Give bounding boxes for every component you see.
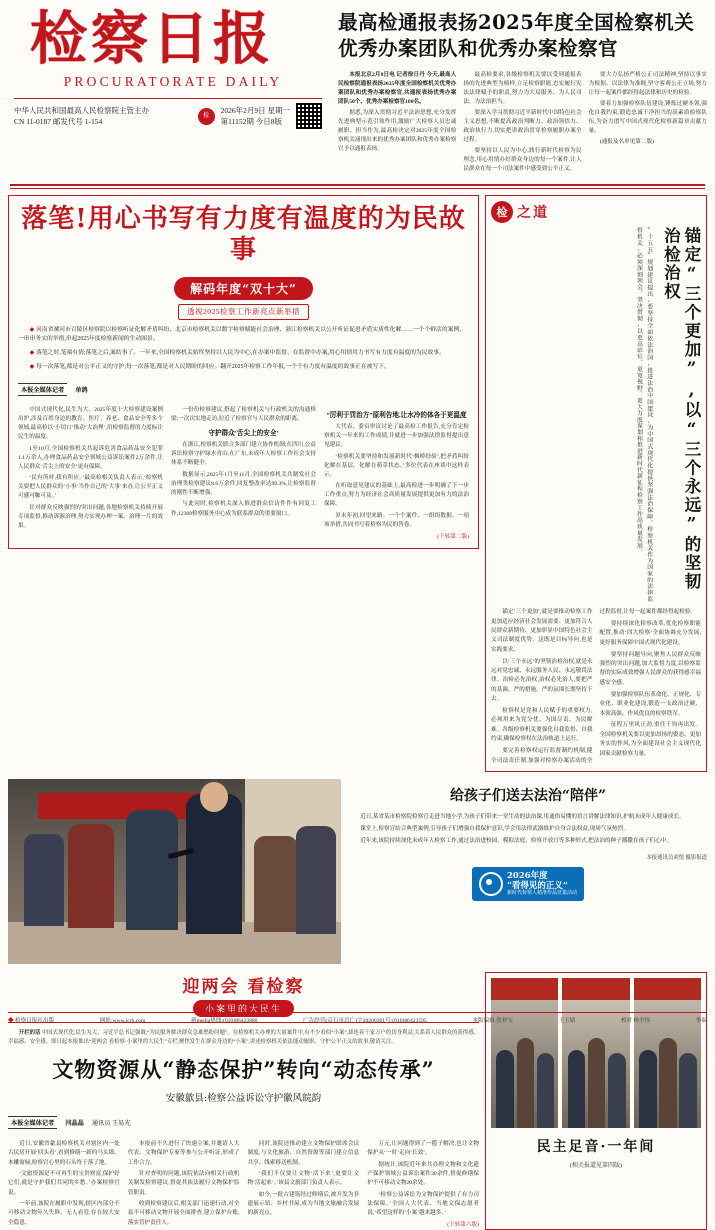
promo-year: 2026年度 <box>506 870 548 881</box>
photo-3-figure-3 <box>679 1053 697 1128</box>
opinion-p8: 征程万里风正劲,重任千钧再出发。全国检察机关要以更加昂扬的姿态、更加务实的作风,为全面建设社会主义现代化国家贡献检察力量。 <box>599 722 701 757</box>
promo-block[interactable] <box>349 867 707 901</box>
lead-c1-p4: 针对群众反映强烈的突出问题,各地检察机关持续开展专项监督,推动诉源治理,努力实现办理一案、治理一片的效果。 <box>18 504 163 529</box>
masthead <box>8 0 707 176</box>
main-grid <box>8 195 707 772</box>
masthead-left <box>8 5 328 129</box>
lead-c2-p2: 在浙江,检察机关联合多部门建立协作机制;在四川,公益诉讼检察守护绿水青山;在广东,未成年人检察工作社会支持体系不断健全。 <box>171 442 316 467</box>
footer-seg-3: 广告经营(京石市总广)字20200301号:(010)86423595 <box>303 1018 427 1024</box>
lead-article-byline <box>18 377 469 400</box>
footer-text-0: 检察日报社出版 <box>15 1018 55 1024</box>
bottom-left <box>8 972 479 1230</box>
bottom-subhead: 安徽歙县:检察公益诉讼守护徽风皖韵 <box>165 1093 322 1105</box>
footer-seg-1[interactable]: 网址:www.jcrb.com <box>99 1018 146 1024</box>
b-c2-p3: 收到检察建议后,相关部门迅速行动,对全县不可移动文物开展全面排查,建立保护台账,落实管护责任人。 <box>127 1201 240 1226</box>
left-column <box>8 195 479 772</box>
lead-article-columns <box>18 406 469 542</box>
top-body-3: 要坚持以人民为中心,践行新时代检察为民理念,用心用情办好群众身边的每一个案件,让人民群众在每一个司法案件中感受到公平正义。 <box>463 148 582 173</box>
byline-label: 本报全媒体记者 <box>18 383 67 396</box>
bottom-headline: 文物资源从“静态保护”转向“动态传承” <box>52 1057 435 1083</box>
lead-point-1: 河南省漯河市召陵区检察院以检察听证化解矛盾纠纷、北京市检察机关以数字检察赋能社会治理、浙江检察机关以公开听证促进矛盾实质性化解……一个个鲜活的案例、一串串务实的举措,串起2025年度检察新闻的生动图景。 <box>18 326 466 343</box>
camera-lens-icon <box>479 872 503 896</box>
photo-3-figure-2 <box>659 1038 677 1128</box>
photo-2-figure-2 <box>588 1038 606 1128</box>
lead-c1-p1: 中国式现代化,民生为大。2025年度十大检察建设案例出炉,涉及百姓身边的教育、医疗、养老、食品安全等多个领域,最高检以‘小切口’推动‘大治理’,用检察监督的力度标注民生的温度。 <box>18 406 163 441</box>
opinion-vertical-title: 锚定“三个更加”,以“三个永远”的坚韧治检治权 <box>661 227 701 592</box>
page-footer <box>8 1012 707 1024</box>
diamond-icon: ◆ <box>29 326 35 333</box>
photo-story-p1: 近日,某省某市检察院检察官走进当地小学,为孩子们带来一堂生动的法治课,用通俗易懂的语言讲解法律知识,护航未成年人健康成长。 <box>360 814 685 821</box>
b-c1-p1: 近日,安徽省歙县检察机关对辖区内一处古民居开展‘回头看’,看到修缮一新的马头墙、木雕窗棂,检察官心里的石头终于落了地。 <box>8 1141 120 1166</box>
bottom-byline <box>8 1110 479 1133</box>
masthead-issue-text <box>221 105 290 128</box>
promo-sub: “看得见的正义” <box>506 880 568 891</box>
lead-c1-p3: ‘民有所呼,我有所应。’最高检相关负责人表示,‘检察机关要把人民群众的‘小事’当作自己的‘大事’来办,让公平正义可感可触可及。’ <box>18 475 163 500</box>
lead-c3-p1: 大代表、委员审议讨论了最高检工作报告,充分肯定检察机关一年来的工作成绩,并就进一步加强法律监督提出意见建议。 <box>324 424 469 449</box>
issue-number: 第11152期 今日8版 <box>220 117 282 126</box>
b-c4-p3: ‘检察公益诉讼为文物保护提供了有力司法保障。’全国人大代表、当地文保志愿者说,‘希望这样的‘小案’越来越多。’ <box>367 1192 479 1217</box>
b-c4-p1: 万元,让问题得到了一揽子解决,也让文物保护从‘一时’走向‘长效’。 <box>367 1141 479 1157</box>
lead-article-badge <box>18 277 469 320</box>
publisher-line: 中华人民共和国最高人民检察院主管主办 <box>14 105 149 115</box>
b-c3-p1: 同时,该院还推动建立文物保护联席会议制度,与文化旅游、自然资源等部门建立信息共享、线索移送机制。 <box>247 1141 360 1166</box>
photo-3 <box>634 978 701 1128</box>
b-c1-p2: ‘文旅资源是不可再生的宝贵财富,保护好它们,就是守护我们共同的乡愁。’办案检察官说。 <box>8 1171 120 1196</box>
photo-person-head <box>200 782 228 812</box>
top-lead-2: 据悉,为深入贯彻习近平法治思想,充分发挥先进典型示范引领作用,激励广大检察人员忠诚履职、担当作为,最高检决定对2025年度全国检察机关涌现出来的优秀办案团队和优秀办案检察官予以通报表扬。 <box>338 109 457 152</box>
photo-person-1 <box>24 834 64 926</box>
diamond-icon: ◆ <box>29 350 35 357</box>
b-c2-p2: 针对查明的问题,该院依法向相关行政机关制发检察建议,督促其依法履行文物保护监管职责。 <box>127 1171 240 1196</box>
badge-sub-label: 透视2025检察工作新亮点新举措 <box>178 304 309 320</box>
photo-1-figure-2 <box>517 1038 535 1128</box>
footer-seg-5: 王玉婧 <box>558 1018 576 1024</box>
lead-c2-p4: 与此同时,检察机关深入推进群众信访件件有回复工作,12309检察服务中心成为联系群众的重要窗口。 <box>171 501 316 517</box>
lead-point-2: 落笔之时,笔端有情;落笔之后,案结事了。一年来,全国检察机关始终坚持以人民为中心,在办案中监督、在监督中办案,用心用情用力书写有力度有温度的为民故事。 <box>36 350 445 357</box>
top-col-2 <box>463 71 581 177</box>
photo-2-banner <box>562 978 629 1000</box>
top-body-6: (通报及名单见第二版) <box>599 138 654 145</box>
opinion-body <box>491 608 701 766</box>
top-headline: 最高检通报表扬2025年度全国检察机关优秀办案团队和优秀办案检察官 <box>338 11 695 61</box>
lead-article-box <box>8 195 479 549</box>
lead-c3-p2: ‘检察机关要坚持和发展新时代‘枫桥经验’,把矛盾纠纷化解在基层、化解在萌芽状态。’多位代表在座谈中这样表示。 <box>324 453 469 478</box>
newspaper-logo-cn: 检察日报 <box>30 5 274 72</box>
opinion-p6: 要坚持问题导向,聚焦人民群众反映强烈的突出问题,加大监督力度,以检察监督的实际成效增强人民群众的获得感幸福感安全感。 <box>599 651 701 686</box>
lead-article-headline: 落笔!用心书写有力度有温度的为民故事 <box>21 204 466 266</box>
lead-c3-p4: 岁末年初,回望来路。一个个案件、一组组数据、一项项举措,共同书写着检察为民的答卷。 <box>324 513 469 529</box>
promo-badge[interactable] <box>472 867 584 901</box>
b-c3-p2: ‘我们不仅要让文物‘活下来’,更要让文物‘活起来’。’该县文旅部门负责人表示。 <box>247 1171 360 1187</box>
bottom-photo-column <box>485 972 707 1230</box>
opinion-brand <box>491 201 701 223</box>
opinion-brand-label: 之道 <box>517 205 549 222</box>
top-body-2: 要深入学习贯彻习近平新时代中国特色社会主义思想,不断提高政治判断力、政治领悟力、政治执行力,切实把讲政治贯穿检察履职办案全过程。 <box>463 109 582 143</box>
footer-seg-4: 本版编辑 张亚宝 <box>472 1018 513 1024</box>
seal-icon: 检 <box>198 108 215 125</box>
lead-col-1 <box>18 406 163 542</box>
lead-subhead-2: “厉利于罚治方”原利告地,让水冷的体各于更温度 <box>326 411 467 419</box>
opinion-p3: 检察权是党和人民赋予的重要权力,必须用来为党分忧、为国尽责、为民解难。各级检察机关要强化自我监督、自我约束,确保检察权在法治轨道上运行。 <box>491 708 593 743</box>
bottom-section <box>8 972 707 1230</box>
b-c4-p2: 据统计,该院近年来共办理文物和文化遗产保护领域公益诉讼案件30余件,督促修缮保护不可移动文物20余处。 <box>367 1162 479 1187</box>
footer-line <box>8 1016 707 1024</box>
lead-point-3: 每一次落笔,都是对公平正义的守护;每一次落笔,都是对人民期盼的回应。翻开2025年检察工作年报,一个个有力度有温度的故事正在被写下。 <box>36 364 390 371</box>
photo-person-2 <box>68 824 114 928</box>
photo-2-figure-1 <box>568 1050 586 1128</box>
bottom-byline-label: 本报全媒体记者 <box>8 1116 57 1129</box>
lead-c2-p3: 数据显示,2025年1月至11月,全国检察机关共制发社会治理类检察建议8.6万余件,回复整改率达99.3%,让检察监督的刚性不断增强。 <box>171 471 316 496</box>
diamond-icon: ◆ <box>29 364 35 371</box>
opinion-p7: 要加强检察队伍革命化、正规化、专业化、职业化建设,锻造一支政治过硬、本领高强、作风优良的检察铁军。 <box>599 691 701 717</box>
masthead-headline-block <box>328 10 707 176</box>
photo-1 <box>491 978 558 1128</box>
b-c1-p3: 一年前,该院在履职中发现,辖区内部分不可移动文物年久失修、无人看管,存在较大安全隐患。 <box>8 1201 120 1226</box>
opinion-p2: 以‘三个永远’的坚韧治检治权,就是永远对党忠诚、永远服务人民、永远敬畏法律。治检必先治权,治权必先治人,要把严的基调、严的措施、严的氛围长期坚持下去。 <box>491 658 593 703</box>
bottom-col-4 <box>367 1140 479 1230</box>
top-body-4: 要大力弘扬严格公正司法精神,坚持以事实为根据、以法律为准绳,坚守客观公正立场,努力让每一起案件都经得起法律和历史的检验。 <box>588 71 707 96</box>
lead-c1-p2: 1至10月,全国检察机关共起诉危害食品药品安全犯罪1.1万余人,办理食品药品安全领域公益诉讼案件2万余件,让人民群众‘舌尖上的安全’更有保障。 <box>18 445 163 470</box>
issue-date: 2026年2月9日 星期一 <box>220 105 290 115</box>
masthead-meta-text <box>14 105 192 128</box>
badge-main-label: 解码年度“双十大” <box>174 277 313 300</box>
newspaper-logo-en: PROCURATORATE DAILY <box>63 74 283 89</box>
photo-1-figure-1 <box>496 1050 514 1128</box>
masthead-double-rule <box>10 184 705 189</box>
b-c2-p1: 本报前不久进行了快速立案,并邀请人大代表、文物保护专家等参与公开听证,形成了工作合力。 <box>127 1141 240 1166</box>
photo-story <box>8 779 707 964</box>
triptych-caption-sub: (相关报道见第四版) <box>570 1162 622 1169</box>
lead-c2-p1: 一份份检察建议,搭起了检察机关与行政机关的沟通桥梁;一次次实地走访,拉近了检察官与人民群众的距离。 <box>171 406 316 422</box>
top-col-3 <box>589 71 707 177</box>
continued-note: (下转第二版) <box>437 533 469 540</box>
footer-seg-6: 校对 杨全伟 <box>620 1018 651 1024</box>
opinion-column <box>485 195 707 772</box>
b-c3-p3: 如今,一批古建筑经过修缮后,被开发为非遗展示馆、乡村书屋,成为当地文旅融合发展的新亮点。 <box>247 1192 360 1217</box>
photo-2-figure-3 <box>608 1053 626 1128</box>
lead-c3-p3: 在听取意见建议的基础上,最高检进一步明确了下一步工作重点,努力为经济社会高质量发展提供更加有力的法治保障。 <box>324 483 469 508</box>
opinion-p1: 锚定‘三个更加’,就是要推动检察工作更加适应经济社会发展需要、更加符合人民群众新期待、更加彰显中国特色社会主义司法制度优势。这既是目标导向,也是实践要求。 <box>491 609 593 653</box>
photo-story-title: 给孩子们送去法治“陪伴” <box>449 787 607 804</box>
bottom-columns <box>8 1140 479 1230</box>
photo-triptych <box>491 978 701 1128</box>
photo-person-6 <box>296 826 336 934</box>
footer-rule <box>8 1012 707 1013</box>
photo-1-figure-3 <box>537 1053 555 1128</box>
bullet-icon: ◆ <box>8 1018 14 1024</box>
qr-code-icon[interactable] <box>296 103 322 129</box>
jian-seal-icon: 检 <box>491 201 513 223</box>
top-col-1 <box>338 71 456 177</box>
lead-article-points <box>18 326 469 373</box>
photo-2 <box>562 978 629 1128</box>
photo-person-3 <box>126 810 178 930</box>
bottom-col-3 <box>248 1140 360 1230</box>
cn-code-line: CN 11-0187 邮发代号 1-154 <box>14 117 103 126</box>
opinion-vertical-block <box>491 227 701 602</box>
triptych-caption: 民主足音·一年间 <box>536 1138 656 1155</box>
bottom-byline-name: 闫晶晶 <box>65 1120 84 1128</box>
top-body-5: 要着力加强检察队伍建设,锤炼过硬本领,强化自我约束,锻造忠诚干净担当的高素质检察队伍,为奋力谱写中国式现代化检察新篇章贡献力量。 <box>588 100 707 134</box>
footer-seg-7: 李瑞 <box>695 1018 707 1024</box>
photo-story-p2: 课堂上,检察官结合典型案例,引导孩子们增强自我保护意识,学会用法律武器维护自身合法权益,现场气氛热烈。 <box>360 826 629 833</box>
photo-story-p3: 近年来,该院持续深化未成年人检察工作,通过法治进校园、模拟法庭、检察开放日等多种形式,把法治的种子播撒在孩子们心中。 <box>360 837 673 844</box>
kicker-label: 开栏的话 <box>18 1029 41 1036</box>
kicker-block <box>8 1029 479 1046</box>
photo-person-4 <box>186 794 242 934</box>
top-body-1: 最高检要求,各级检察机关要以受到通报表扬的先进典型为榜样,立足检察职能,忠实履行宪法法律赋予的职责,努力为大局服务、为人民司法、为法治担当。 <box>463 71 582 105</box>
opinion-vertical-lead: “十五五”规划建议提出,要坚持全面依法治国,推进法治中国建设,为中国式现代化提供坚强法治保障。检察机关作为国家的法律监督机关,必须深刻领会、坚决贯彻,以更高站位、更宽视野、更大力度谋划和推进新时代新征程检察工作高质量发展。 <box>635 227 652 603</box>
section-header <box>8 972 479 1017</box>
promo-text <box>507 871 577 897</box>
kicker-text: 中国式现代化,民生为大。习近平总书记强调,“为民服务解决群众急难愁盼问题”。在检察机关办理的大量案件中,有不少看似“小案”,却连着千家万户的切身利益,关系着人民群众的获得感、幸福感、安全感。即日起本报推出“迎两会 看检察·小案里的大民生”专栏,聚焦发生在群众身边的“小案”,讲述检察机关依法能动履职、守护公平正义的故事,敬请关注。 <box>8 1029 479 1045</box>
top-headline-columns <box>338 71 707 177</box>
lead-col-3 <box>324 406 469 542</box>
opinion-p4: 要完善检察权运行监督制约机制,健全司法责任制,加强对检察办案活动的全过程监督,让每一起案件都经得起检验。 <box>491 609 696 764</box>
bottom-continued-note: (下转第六版) <box>447 1222 479 1229</box>
photo-credit: 本报通讯员刘悦 摄影报道 <box>646 854 707 861</box>
masthead-meta <box>8 103 328 129</box>
top-lead-1: 本报北京2月8日电 记者徐日丹 今天,最高人民检察院通报表扬2025年度全国检察机关优秀办案团队和优秀办案检察官,共通报表扬优秀办案团队50个、优秀办案检察官100名。 <box>338 71 457 105</box>
byline-name: 单鸽 <box>75 386 88 394</box>
photo-person-5 <box>254 836 298 932</box>
classroom-photo <box>8 779 341 964</box>
bottom-byline-extra: 通讯员 王易光 <box>91 1120 131 1128</box>
photo-story-text <box>349 779 707 964</box>
photo-3-figure-1 <box>639 1050 657 1128</box>
section-subtitle: 小案里的大民生 <box>193 1000 294 1017</box>
promo-line: 新时代检察人精准作品征集活动 <box>506 891 577 897</box>
lead-col-2 <box>171 406 316 542</box>
footer-seg-2: 新media热线:(010)86423880 <box>190 1018 258 1024</box>
opinion-p5: 要持续深化检察改革,优化检察职能配置,推动‘四大检察’全面协调充分发展,更好服务保障中国式现代化建设。 <box>599 621 701 646</box>
masthead-divider <box>14 98 322 99</box>
section-title: 迎两会 看检察 <box>182 976 305 997</box>
lead-subhead-1: 守护群众‘舌尖上的安全’ <box>208 429 279 437</box>
photo-story-body <box>349 813 707 848</box>
bottom-col-2 <box>128 1140 240 1230</box>
photo-1-banner <box>491 978 558 1000</box>
photo-3-banner <box>634 978 701 1000</box>
bottom-col-1 <box>8 1140 120 1230</box>
footer-seg-0 <box>8 1016 54 1024</box>
